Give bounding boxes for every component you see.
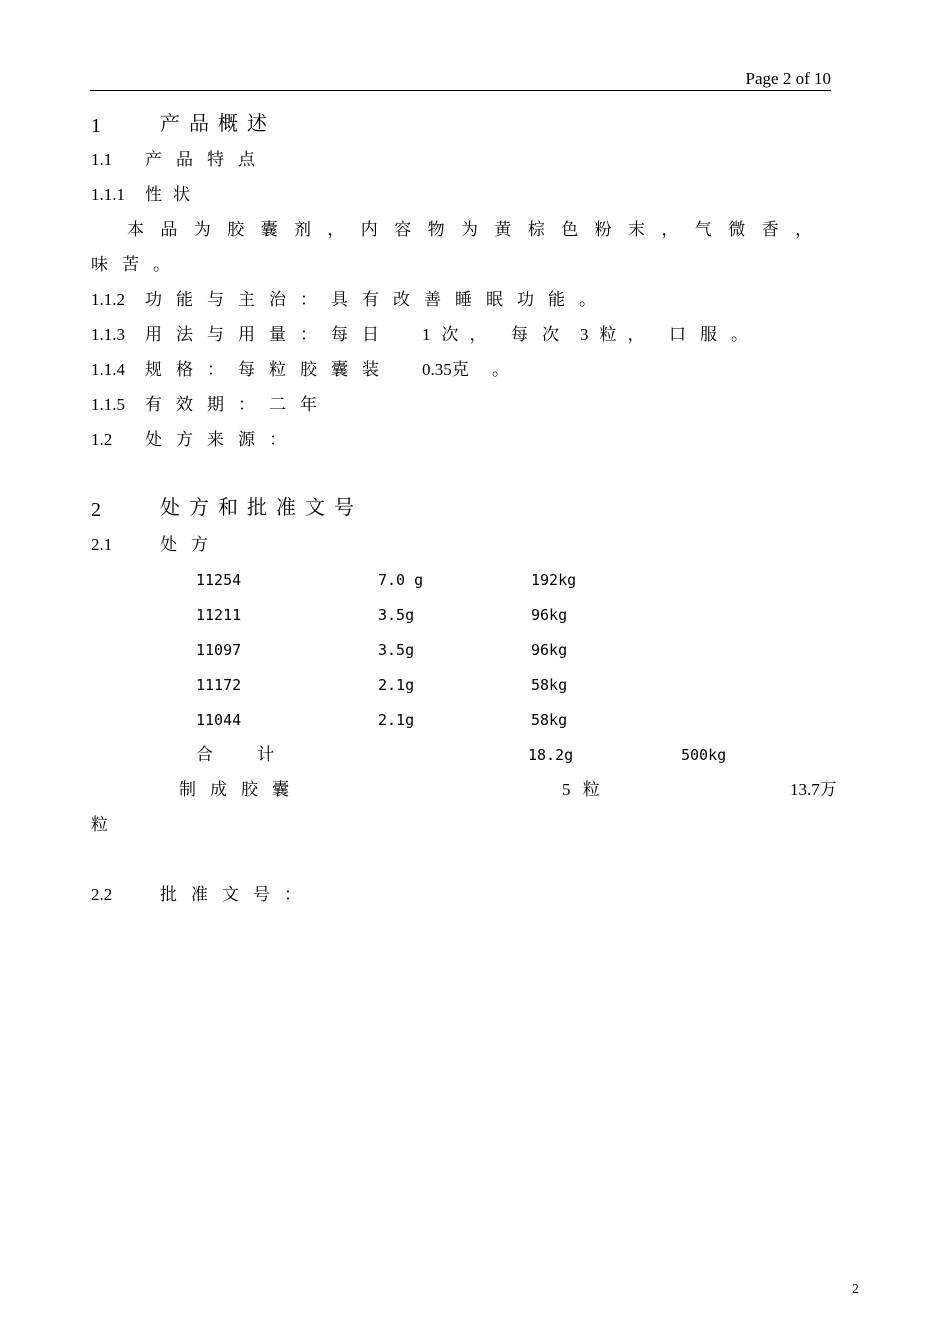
page-label: Page 2 of 10 (745, 69, 831, 88)
section-1-1-1-title: 性状 (145, 185, 201, 204)
section-1-number: 1 (91, 115, 101, 137)
section-2-number: 2 (91, 499, 101, 521)
function-indication-text: 功能与主治：具有改善睡眠功能。 (145, 290, 610, 309)
header-divider (90, 90, 831, 91)
spec-value: 0.35克 (422, 360, 469, 379)
section-1-1-4-number: 1.1.4 (91, 360, 125, 379)
dosage-daily: 1次， (422, 325, 498, 344)
spec-end: 。 (492, 360, 509, 379)
section-1-1-5-number: 1.1.5 (91, 395, 125, 414)
ingredient-code: 11097 (196, 641, 242, 659)
spec-label: 规格：每粒胶囊装 (145, 360, 393, 379)
make-capsule-label: 制成胶囊 (179, 780, 303, 799)
approval-number-label: 批准文号： (160, 885, 315, 904)
section-1-2-number: 1.2 (91, 430, 113, 449)
section-1-title: 产品概述 (160, 113, 276, 135)
ingredient-dose: 3.5g (378, 606, 415, 624)
prescription-source-label: 处方来源： (145, 430, 300, 449)
section-2-1-number: 2.1 (91, 535, 113, 554)
validity-text: 有效期：二年 (145, 395, 331, 414)
capsule-count: 5 粒 (562, 780, 604, 799)
ingredient-amount: 192kg (531, 571, 577, 589)
ingredient-amount: 96kg (531, 606, 568, 624)
dosage-label: 用法与用量：每日 (145, 325, 393, 344)
dosage-route: 口服。 (669, 325, 762, 344)
page-number: 2 (852, 1282, 859, 1297)
property-text-line-1: 本品为胶囊剂，内容物为黄棕色粉末，气微香， (127, 220, 829, 239)
total-amount: 500kg (681, 746, 727, 764)
ingredient-amount: 58kg (531, 711, 568, 729)
ingredient-amount: 58kg (531, 676, 568, 694)
capsule-total: 13.7万 (790, 780, 837, 799)
ingredient-code: 11254 (196, 571, 242, 589)
ingredient-code: 11211 (196, 606, 242, 624)
property-text-line-2: 味苦。 (91, 255, 184, 274)
total-dose: 18.2g (528, 746, 574, 764)
section-2-2-number: 2.2 (91, 885, 113, 904)
ingredient-dose: 2.1g (378, 711, 415, 729)
capsule-total-unit: 粒 (91, 815, 108, 834)
section-1-1-title: 产品特点 (145, 150, 269, 169)
total-label: 合 计 (196, 745, 295, 764)
dosage-each-label: 每次 (511, 325, 573, 344)
section-2-title: 处方和批准文号 (160, 497, 363, 519)
dosage-each: 3粒， (580, 325, 656, 344)
section-2-1-title: 处方 (160, 535, 222, 554)
ingredient-dose: 3.5g (378, 641, 415, 659)
section-1-1-3-number: 1.1.3 (91, 325, 125, 344)
section-1-1-number: 1.1 (91, 150, 113, 169)
ingredient-code: 11044 (196, 711, 242, 729)
ingredient-dose: 2.1g (378, 676, 415, 694)
section-1-1-1-number: 1.1.1 (91, 185, 125, 204)
ingredient-amount: 96kg (531, 641, 568, 659)
section-1-1-2-number: 1.1.2 (91, 290, 125, 309)
ingredient-dose: 7.0 g (378, 571, 424, 589)
ingredient-code: 11172 (196, 676, 242, 694)
